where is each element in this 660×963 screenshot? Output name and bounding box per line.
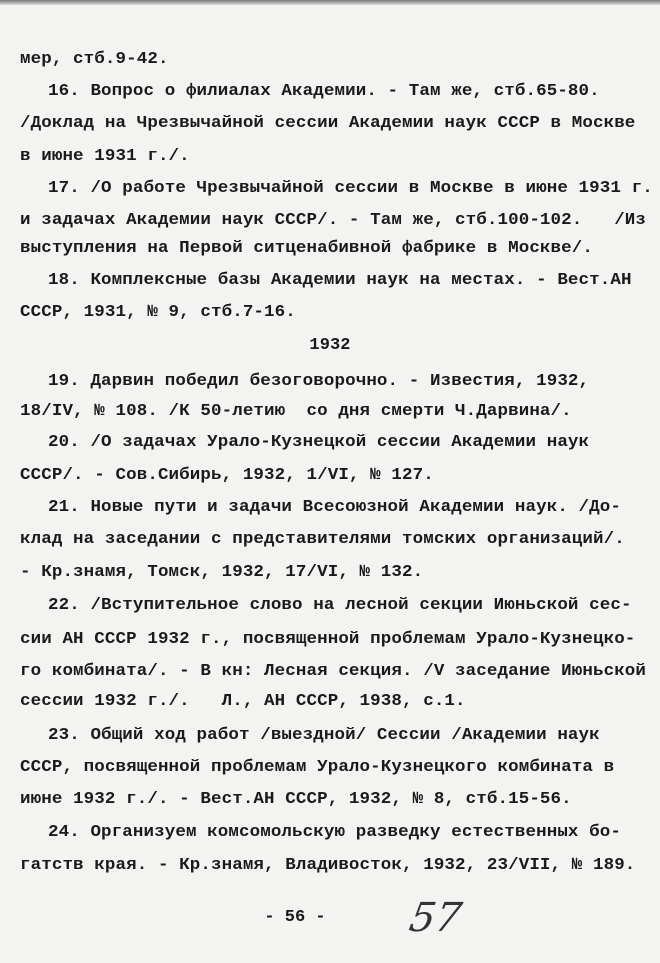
- text-line: СССР, посвященной проблемам Урало-Кузнецкого комбината в: [20, 758, 615, 777]
- text-line: 17. /О работе Чрезвычайной сессии в Москве в июне 1931 г.: [48, 179, 653, 198]
- scan-top-edge: [0, 0, 660, 5]
- text-line: 18/IV, № 108. /К 50-летию со дня смерти Ч.Дарвина/.: [20, 402, 572, 421]
- text-line: выступления на Первой ситценабивной фабрике в Москве/.: [20, 239, 593, 258]
- text-line: гатств края. - Кр.знамя, Владивосток, 1932, 23/VII, № 189.: [20, 856, 636, 875]
- text-line: 18. Комплексные базы Академии наук на местах. - Вест.АН: [48, 271, 632, 290]
- text-line: 23. Общий ход работ /выездной/ Сессии /Академии наук: [48, 726, 600, 745]
- text-line: 24. Организуем комсомольскую разведку естественных бо-: [48, 823, 621, 842]
- text-line: мер, стб.9-42.: [20, 50, 169, 69]
- handwritten-page-number: 57: [405, 895, 465, 941]
- text-line: 20. /О задачах Урало-Кузнецкой сессии Академии наук: [48, 433, 590, 452]
- text-line: - Кр.знамя, Томск, 1932, 17/VI, № 132.: [20, 563, 424, 582]
- text-line: 16. Вопрос о филиалах Академии. - Там же, стб.65-80.: [48, 82, 600, 101]
- text-line: 21. Новые пути и задачи Всесоюзной Академии наук. /До-: [48, 498, 621, 517]
- text-line: в июне 1931 г./.: [20, 147, 190, 166]
- text-line: и задачах Академии наук СССР/. - Там же, стб.100-102. /Из: [20, 211, 647, 230]
- text-line: сии АН СССР 1932 г., посвященной проблемам Урало-Кузнецко-: [20, 630, 636, 649]
- text-line: 22. /Вступительное слово на лесной секции Июньской сес-: [48, 596, 632, 615]
- text-line: 19. Дарвин победил безоговорочно. - Известия, 1932,: [48, 372, 590, 391]
- page-number: - 56 -: [264, 908, 326, 927]
- year-heading: 1932: [309, 336, 351, 355]
- text-line: июне 1932 г./. - Вест.АН СССР, 1932, № 8, стб.15-56.: [20, 790, 572, 809]
- text-line: сессии 1932 г./. Л., АН СССР, 1938, с.1.: [20, 692, 466, 711]
- text-line: СССР, 1931, № 9, стб.7-16.: [20, 303, 296, 322]
- text-line: го комбината/. - В кн: Лесная секция. /V заседание Июньской: [20, 662, 647, 681]
- text-line: СССР/. - Сов.Сибирь, 1932, 1/VI, № 127.: [20, 466, 434, 485]
- text-line: клад на заседании с представителями томских организаций/.: [20, 530, 625, 549]
- text-line: /Доклад на Чрезвычайной сессии Академии наук СССР в Москве: [20, 114, 636, 133]
